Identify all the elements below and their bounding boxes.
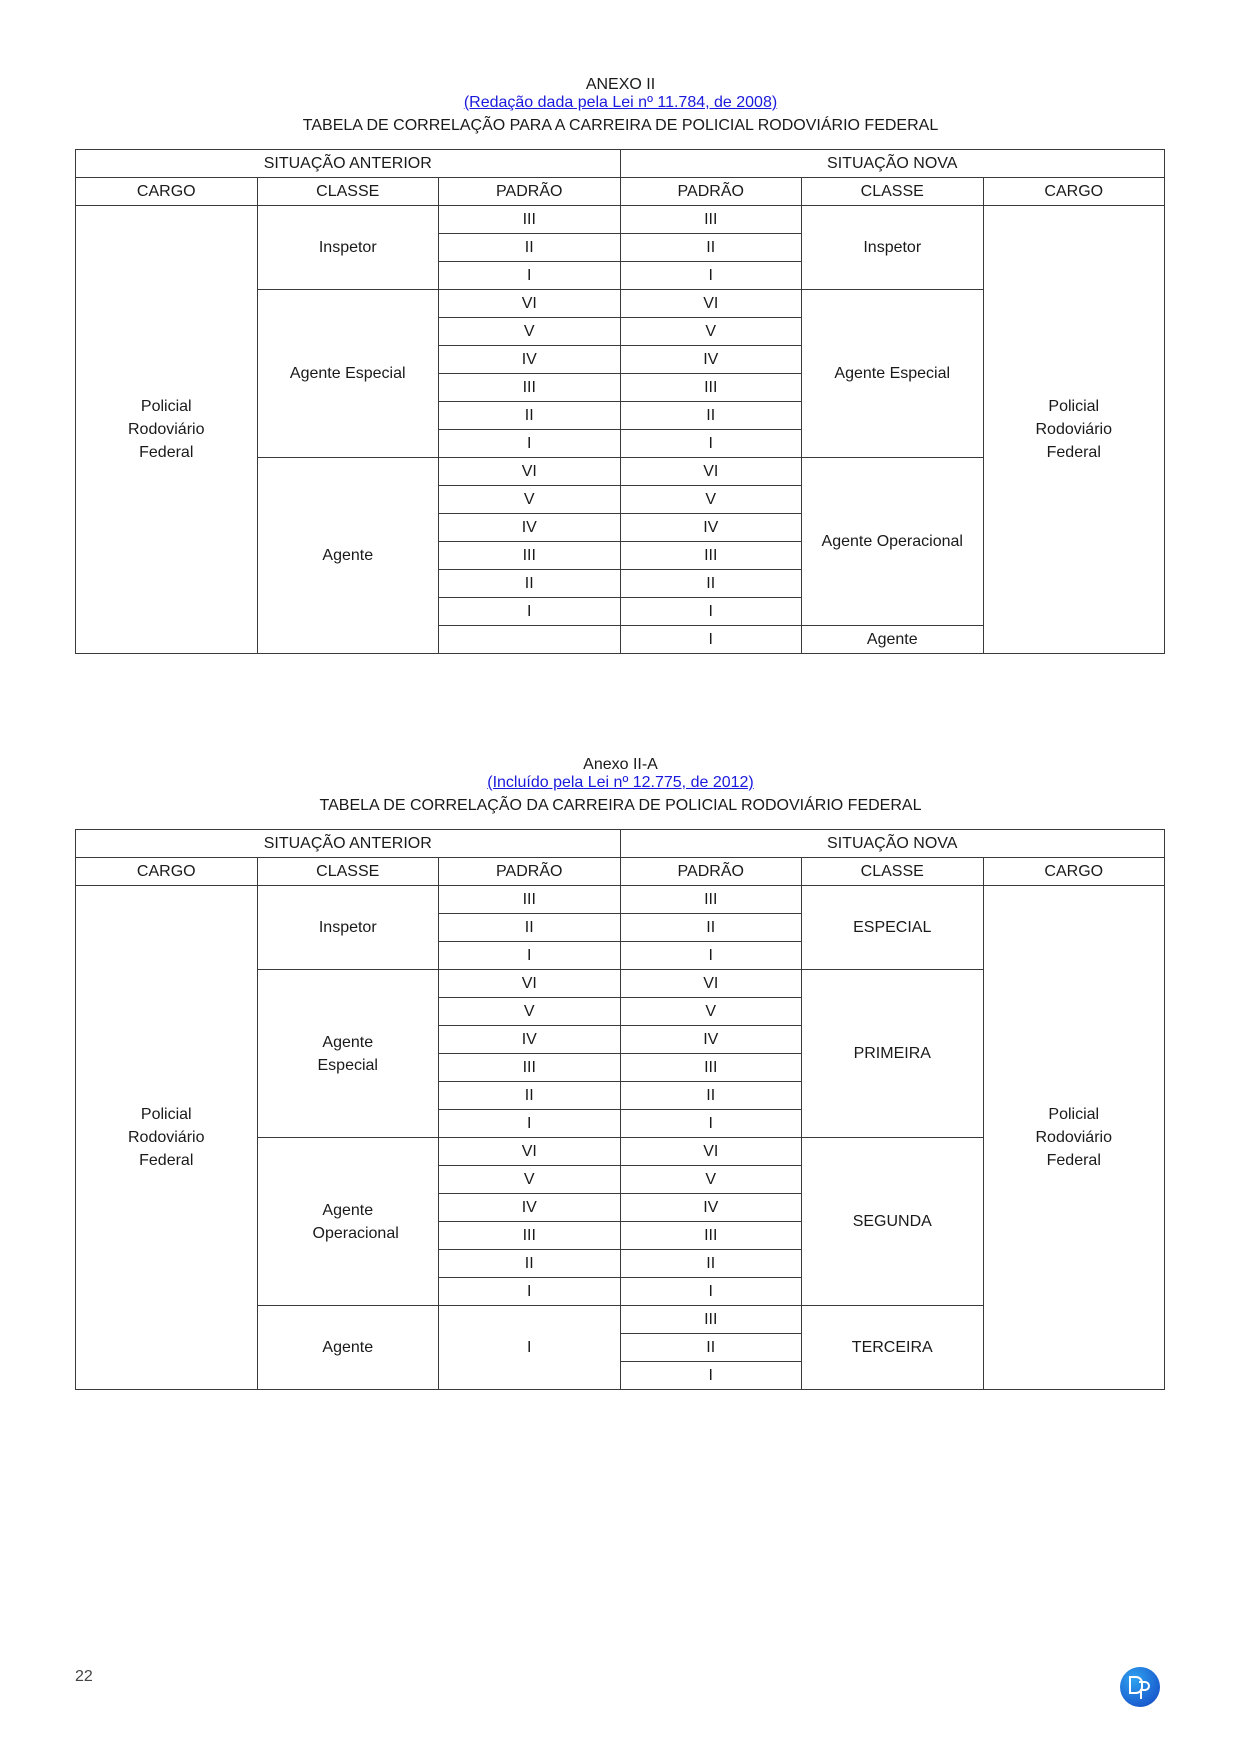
padrao-novo: II [620,234,802,262]
header-col-cargo: CARGO [983,858,1165,886]
padrao-anterior: II [439,1082,621,1110]
padrao-anterior: III [439,542,621,570]
header-situacao-anterior: SITUAÇÃO ANTERIOR [76,830,621,858]
padrao-anterior: V [439,1166,621,1194]
correlation-table-annex-ii-a [75,829,1165,1390]
classe-anterior: Agente [257,458,439,654]
header-col-cargo: CARGO [76,858,258,886]
classe-nova: Agente Operacional [802,458,984,626]
padrao-novo: III [620,1306,802,1334]
header-col-padrao: PADRÃO [620,178,802,206]
header-col-padrao: PADRÃO [439,858,621,886]
padrao-novo: III [620,886,802,914]
padrao-novo: I [620,1278,802,1306]
padrao-anterior: I [439,1306,621,1390]
padrao-novo: VI [620,290,802,318]
padrao-novo: IV [620,346,802,374]
header-row-columns [76,178,1165,206]
padrao-novo: I [620,626,802,654]
padrao-novo: I [620,430,802,458]
cargo-novo: Policial Rodoviário Federal [983,886,1165,1390]
padrao-anterior [439,626,621,654]
padrao-anterior: I [439,1110,621,1138]
padrao-novo: II [620,1082,802,1110]
dp-logo-icon [1120,1667,1160,1707]
padrao-novo: III [620,206,802,234]
padrao-anterior: VI [439,458,621,486]
classe-anterior: Agente [257,1306,439,1390]
padrao-anterior: IV [439,1026,621,1054]
padrao-novo: I [620,262,802,290]
padrao-novo: V [620,486,802,514]
padrao-novo: II [620,570,802,598]
page-number: 22 [75,1668,93,1685]
padrao-novo: I [620,942,802,970]
padrao-anterior: II [439,402,621,430]
header-situacao-nova: SITUAÇÃO NOVA [620,150,1165,178]
header-col-padrao: PADRÃO [439,178,621,206]
padrao-novo: III [620,542,802,570]
padrao-novo: I [620,598,802,626]
padrao-novo: IV [620,1026,802,1054]
classe-nova: PRIMEIRA [802,970,984,1138]
classe-anterior: Agente Especial [257,970,439,1138]
header-row-situation [76,830,1165,858]
padrao-anterior: III [439,886,621,914]
padrao-novo: II [620,1334,802,1362]
header-row-columns [76,858,1165,886]
annex-ii-heading [0,76,1241,135]
padrao-anterior: I [439,262,621,290]
header-situacao-anterior: SITUAÇÃO ANTERIOR [76,150,621,178]
padrao-novo: I [620,1110,802,1138]
padrao-novo: I [620,1362,802,1390]
classe-anterior: Agente Operacional [257,1138,439,1306]
law-reference-link[interactable]: (Incluído pela Lei nº 12.775, de 2012) [487,774,754,791]
padrao-anterior: III [439,1222,621,1250]
padrao-anterior: I [439,1278,621,1306]
cargo-anterior: Policial Rodoviário Federal [76,886,258,1390]
header-col-cargo: CARGO [983,178,1165,206]
classe-nova: TERCEIRA [802,1306,984,1390]
padrao-novo: V [620,318,802,346]
padrao-anterior: IV [439,1194,621,1222]
padrao-novo: IV [620,1194,802,1222]
header-col-cargo: CARGO [76,178,258,206]
padrao-novo: V [620,1166,802,1194]
padrao-anterior: IV [439,514,621,542]
padrao-anterior: VI [439,1138,621,1166]
padrao-novo: V [620,998,802,1026]
padrao-novo: II [620,914,802,942]
cargo-anterior: Policial Rodoviário Federal [76,206,258,654]
table-caption: TABELA DE CORRELAÇÃO DA CARREIRA DE POLICIAL RODOVIÁRIO FEDERAL [319,797,922,814]
padrao-novo: VI [620,970,802,998]
padrao-novo: II [620,1250,802,1278]
classe-nova: Agente [802,626,984,654]
header-col-padrao: PADRÃO [620,858,802,886]
padrao-novo: II [620,402,802,430]
padrao-anterior: II [439,234,621,262]
classe-nova: ESPECIAL [802,886,984,970]
padrao-novo: IV [620,514,802,542]
classe-anterior: Inspetor [257,206,439,290]
header-situacao-nova: SITUAÇÃO NOVA [620,830,1165,858]
padrao-anterior: VI [439,290,621,318]
cargo-novo: Policial Rodoviário Federal [983,206,1165,654]
padrao-anterior: I [439,430,621,458]
padrao-anterior: I [439,598,621,626]
header-col-classe: CLASSE [257,178,439,206]
table-row [76,886,1165,914]
padrao-anterior: II [439,1250,621,1278]
header-col-classe: CLASSE [802,858,984,886]
padrao-novo: VI [620,458,802,486]
classe-nova: Agente Especial [802,290,984,458]
padrao-anterior: V [439,318,621,346]
padrao-anterior: IV [439,346,621,374]
padrao-anterior: II [439,914,621,942]
padrao-novo: III [620,1222,802,1250]
correlation-table-annex-ii [75,149,1165,654]
header-col-classe: CLASSE [802,178,984,206]
law-reference-link[interactable]: (Redação dada pela Lei nº 11.784, de 2008) [463,94,778,111]
classe-anterior: Inspetor [257,886,439,970]
classe-nova: SEGUNDA [802,1138,984,1306]
padrao-anterior: III [439,206,621,234]
padrao-anterior: V [439,998,621,1026]
padrao-novo: III [620,374,802,402]
header-col-classe: CLASSE [257,858,439,886]
annex-title: ANEXO II [585,76,656,93]
classe-nova: Inspetor [802,206,984,290]
table-row [76,206,1165,234]
padrao-novo: VI [620,1138,802,1166]
header-row-situation [76,150,1165,178]
classe-anterior: Agente Especial [257,290,439,458]
padrao-anterior: VI [439,970,621,998]
annex-ii-a-heading [0,756,1241,815]
padrao-novo: III [620,1054,802,1082]
table-caption: TABELA DE CORRELAÇÃO PARA A CARREIRA DE POLICIAL RODOVIÁRIO FEDERAL [302,117,939,134]
padrao-anterior: V [439,486,621,514]
padrao-anterior: III [439,1054,621,1082]
padrao-anterior: II [439,570,621,598]
padrao-anterior: I [439,942,621,970]
annex-title: Anexo II-A [583,756,658,773]
padrao-anterior: III [439,374,621,402]
